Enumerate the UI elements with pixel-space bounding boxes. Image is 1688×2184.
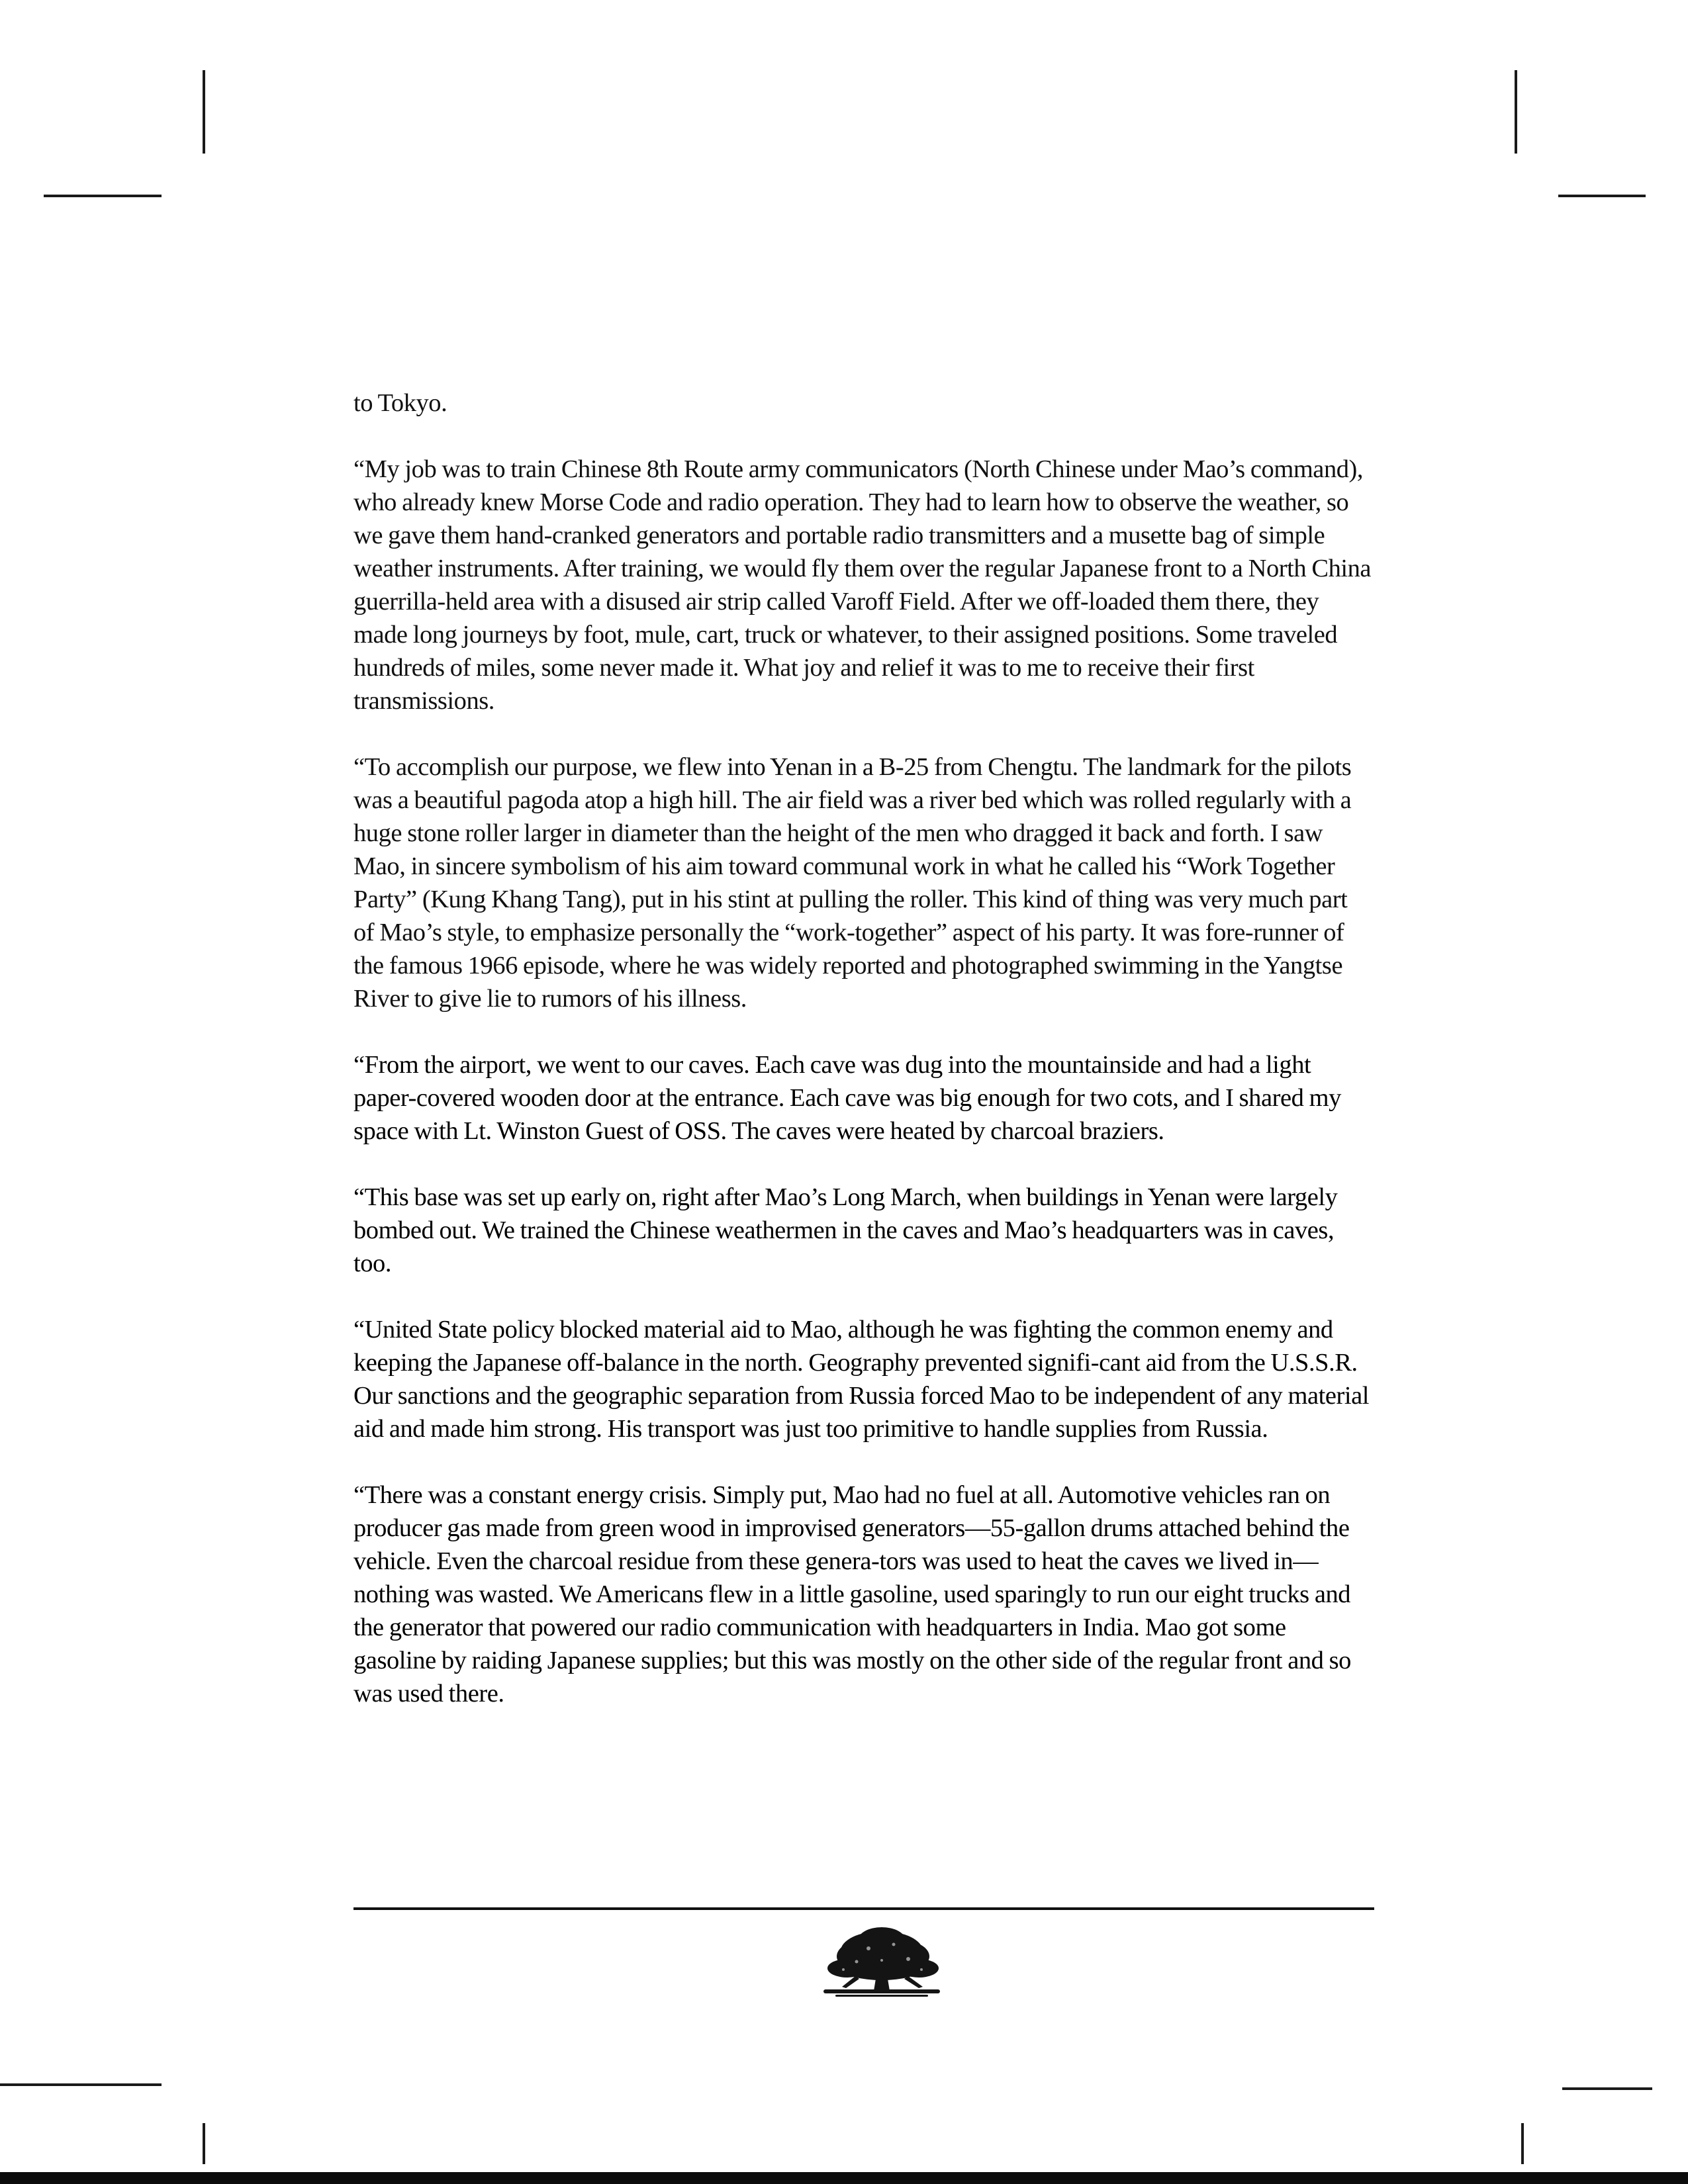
paragraph-yenan-arrival: “To accomplish our purpose, we flew into Yenan in a B-25 from Chengtu. The landmark for the pilots was a beautiful pagoda atop a high hill. The air field was a river bed which was rolled regularly with a huge stone roller larger in diameter than the height of the men who dragged it back and forth. I saw Mao, in sincere symbolism of his aim toward communal work in what he called his “Work Together Party” (Kung Khang Tang), put in his stint at pulling the roller. This kind of thing was very much part of Mao’s style, to emphasize personally the “work-together” aspect of his party. It was fore-runner of the famous 1966 episode, where he was widely reported and photographed swimming in the Yangtse River to give lie to rumors of his illness. <box>353 753 1352 1013</box>
crop-mark-bottom-left-horizontal <box>0 2083 162 2086</box>
crop-mark-top-left-horizontal <box>44 195 162 197</box>
crop-mark-bottom-right-vertical <box>1521 2123 1524 2164</box>
crop-mark-bottom-left-vertical <box>203 2123 205 2164</box>
paragraph-continuation: to Tokyo. <box>353 389 447 417</box>
paragraph-energy-crisis: “There was a constant energy crisis. Simply put, Mao had no fuel at all. Automotive vehicles ran on producer gas made from green wood in improvised generators—55-gallon drums attached behind the vehicle. Even the charcoal residue from these genera-tors was used to heat the caves we lived in—nothing was wasted. We Americans flew in a little gasoline, used sparingly to run our eight trucks and the generator that powered our radio communication with headquarters in India. Mao got some gasoline by raiding Japanese supplies; but this was mostly on the other side of the regular front and so was used there. <box>353 1481 1351 1707</box>
scan-bottom-edge <box>0 2172 1688 2184</box>
oak-tree-logo-icon <box>816 1918 948 2007</box>
crop-mark-bottom-right-horizontal <box>1562 2087 1652 2090</box>
crop-mark-top-left-vertical <box>203 70 205 154</box>
paragraph-policy: “United State policy blocked material aid to Mao, although he was fighting the common enemy and keeping the Japanese off-balance in the north. Geography prevented signifi-cant aid from the U.S.S.R. Our sanctions and the geographic separation from Russia forced Mao to be independent of any material aid and made him strong. His transport was just too primitive to handle supplies from Russia. <box>353 1316 1370 1443</box>
crop-mark-top-right-horizontal <box>1558 195 1646 197</box>
footer-rule <box>353 1907 1374 1910</box>
paragraph-base: “This base was set up early on, right after Mao’s Long March, when buildings in Yenan were largely bombed out. We trained the Chinese weathermen in the caves and Mao’s headquarters was in caves, too. <box>353 1183 1338 1277</box>
paragraph-job-training: “My job was to train Chinese 8th Route army communicators (North Chinese under Mao’s command), who already knew Morse Code and radio operation. They had to learn how to observe the weather, so we gave them hand-cranked generators and portable radio transmitters and a musette bag of simple weather instruments. After training, we would fly them over the regular Japanese front to a North China guerrilla-held area with a disused air strip called Varoff Field. After we off-loaded them there, they made long journeys by foot, mule, cart, truck or whatever, to their assigned positions. Some traveled hundreds of miles, some never made it. What joy and relief it was to me to receive their first transmissions. <box>353 455 1372 715</box>
paragraph-caves: “From the airport, we went to our caves. Each cave was dug into the mountainside and had a light paper-covered wooden door at the entrance. Each cave was big enough for two cots, and I shared my space with Lt. Winston Guest of OSS. The caves were heated by charcoal braziers. <box>353 1051 1341 1145</box>
crop-mark-top-right-vertical <box>1515 70 1517 154</box>
document-body <box>353 387 1373 1743</box>
